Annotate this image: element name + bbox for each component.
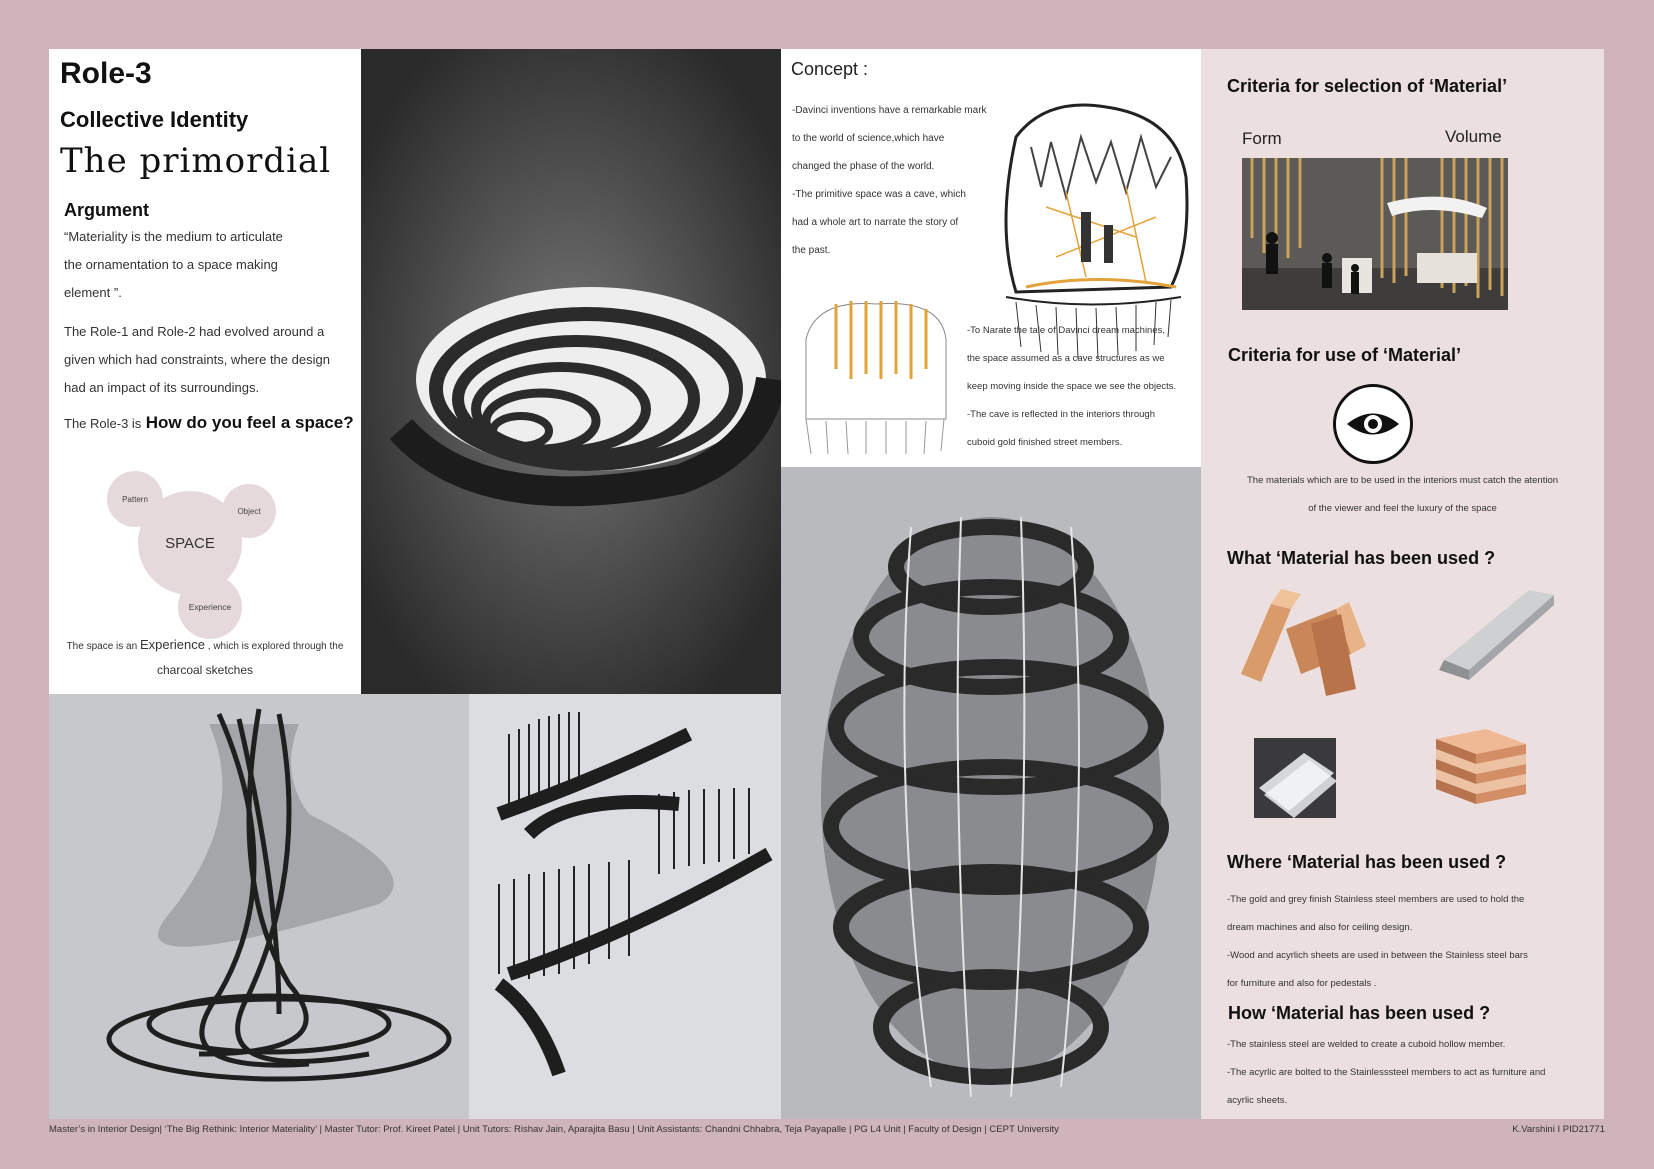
where-line: dream machines and also for ceiling design.: [1227, 922, 1413, 933]
wood-sheet-sample: [1426, 724, 1536, 819]
form-label: Form: [1242, 129, 1282, 148]
how-line: -The acyrlic are bolted to the Stainlesssteel members to act as furniture and: [1227, 1067, 1546, 1078]
how-line: acyrlic sheets.: [1227, 1095, 1288, 1106]
materials-panel: [1201, 49, 1604, 1119]
interior-render: [1242, 158, 1508, 310]
para-line: The Role-1 and Role-2 had evolved around a: [64, 324, 325, 339]
pattern-label: Pattern: [122, 494, 148, 504]
space-explanation: [49, 636, 361, 684]
para-block: [64, 318, 359, 402]
argument-heading: Argument: [64, 200, 149, 220]
concept-line: -The primitive space was a cave, which: [792, 189, 966, 200]
how-heading: How ‘Material has been used ?: [1228, 1003, 1491, 1023]
concept-line: had a whole art to narrate the story of: [792, 217, 959, 228]
quote-block: [64, 223, 354, 307]
use-line: The materials which are to be used in the interiors must catch the atention: [1246, 475, 1559, 486]
charcoal-sketch-spiral: [361, 49, 781, 694]
concept-heading: Concept :: [791, 59, 869, 79]
quote-line: the ornamentation to a space making: [64, 257, 278, 272]
where-line: -Wood and acyrlich sheets are used in between the Stainless steel bars: [1227, 950, 1528, 961]
space-label: SPACE: [165, 534, 215, 552]
concept-line: changed the phase of the world.: [792, 161, 935, 172]
para-line: given which had constraints, where the design: [64, 352, 330, 367]
concept-line: -To Narate the tale of Davinci dream machines,: [967, 325, 1166, 336]
para-line: had an impact of its surroundings.: [64, 380, 260, 395]
eye-icon: [1333, 384, 1413, 464]
concept-panel: [781, 49, 1201, 467]
subtitle: Collective Identity: [60, 107, 249, 132]
grey-steel-sample: [1434, 585, 1559, 685]
concept-line: -Davinci inventions have a remarkable mark: [792, 105, 987, 116]
space-line-2: charcoal sketches: [156, 663, 254, 677]
where-text: [1227, 886, 1602, 998]
role3-prefix: The Role-3 is: [64, 416, 142, 431]
charcoal-sketch-vortex: [49, 694, 469, 1119]
experience-circle: [178, 575, 242, 639]
concept-text-1: [792, 97, 992, 265]
concept-text-2: [967, 317, 1202, 457]
where-line: for furniture and also for pedestals .: [1227, 978, 1377, 989]
concept-line: cuboid gold finished street members.: [967, 437, 1123, 448]
how-line: -The stainless steel are welded to create a cuboid hollow member.: [1227, 1039, 1506, 1050]
concept-line: the past.: [792, 245, 831, 256]
left-text-panel: [49, 49, 361, 694]
where-line: -The gold and grey finish Stainless steel members are used to hold the: [1227, 894, 1525, 905]
object-label: Object: [237, 506, 261, 516]
gold-structure-sketch: [796, 279, 951, 454]
experience-label: Experience: [188, 602, 232, 612]
concept-line: keep moving inside the space we see the objects.: [967, 381, 1177, 392]
role-title: Role-3: [60, 57, 152, 90]
concept-line: the space assumed as a cave structures as we: [967, 353, 1165, 364]
use-line: of the viewer and feel the luxury of the space: [1308, 503, 1497, 514]
concept-line: to the world of science,which have: [792, 133, 945, 144]
space-line-emph: Experience: [139, 637, 205, 652]
criteria-selection-heading: Criteria for selection of ‘Material’: [1227, 76, 1508, 96]
quote-line: element ”.: [64, 285, 122, 300]
acrylic-sheet-sample: [1249, 733, 1341, 823]
eye-glyph: [1345, 409, 1401, 439]
where-heading: Where ‘Material has been used ?: [1227, 852, 1507, 872]
criteria-use-heading: Criteria for use of ‘Material’: [1228, 345, 1462, 365]
what-heading: What ‘Material has been used ?: [1227, 548, 1496, 568]
footer-credits: Master’s in Interior Design| ‘The Big Rethink: Interior Materiality’ | Master Tutor: Prof. Kireet Patel | Unit Tutors: Rishav Jain, Aparajita Basu | Unit Assistants: Chandni Chhabra, Teja Payapalle | PG L4 Unit | Faculty of Design | CEPT University: [49, 1124, 1059, 1135]
use-text: [1201, 467, 1604, 523]
space-line-prefix: The space is an: [66, 641, 138, 652]
concept-line: -The cave is reflected in the interiors through: [967, 409, 1155, 420]
charcoal-sketch-stair: [469, 694, 781, 1119]
space-line-suffix: , which is explored through the: [207, 641, 344, 652]
volume-label: Volume: [1445, 127, 1502, 146]
gold-steel-sample: [1231, 584, 1371, 699]
quote-line: “Materiality is the medium to articulate: [64, 229, 283, 244]
how-text: [1227, 1031, 1602, 1115]
role3-question: How do you feel a space?: [145, 413, 354, 432]
charcoal-sketch-cocoon: [781, 467, 1201, 1119]
script-title: The primordial: [60, 141, 332, 181]
space-line-1: [49, 636, 361, 656]
role3-line: [64, 413, 364, 433]
footer-author: K.Varshini I PID21771: [1512, 1124, 1605, 1135]
